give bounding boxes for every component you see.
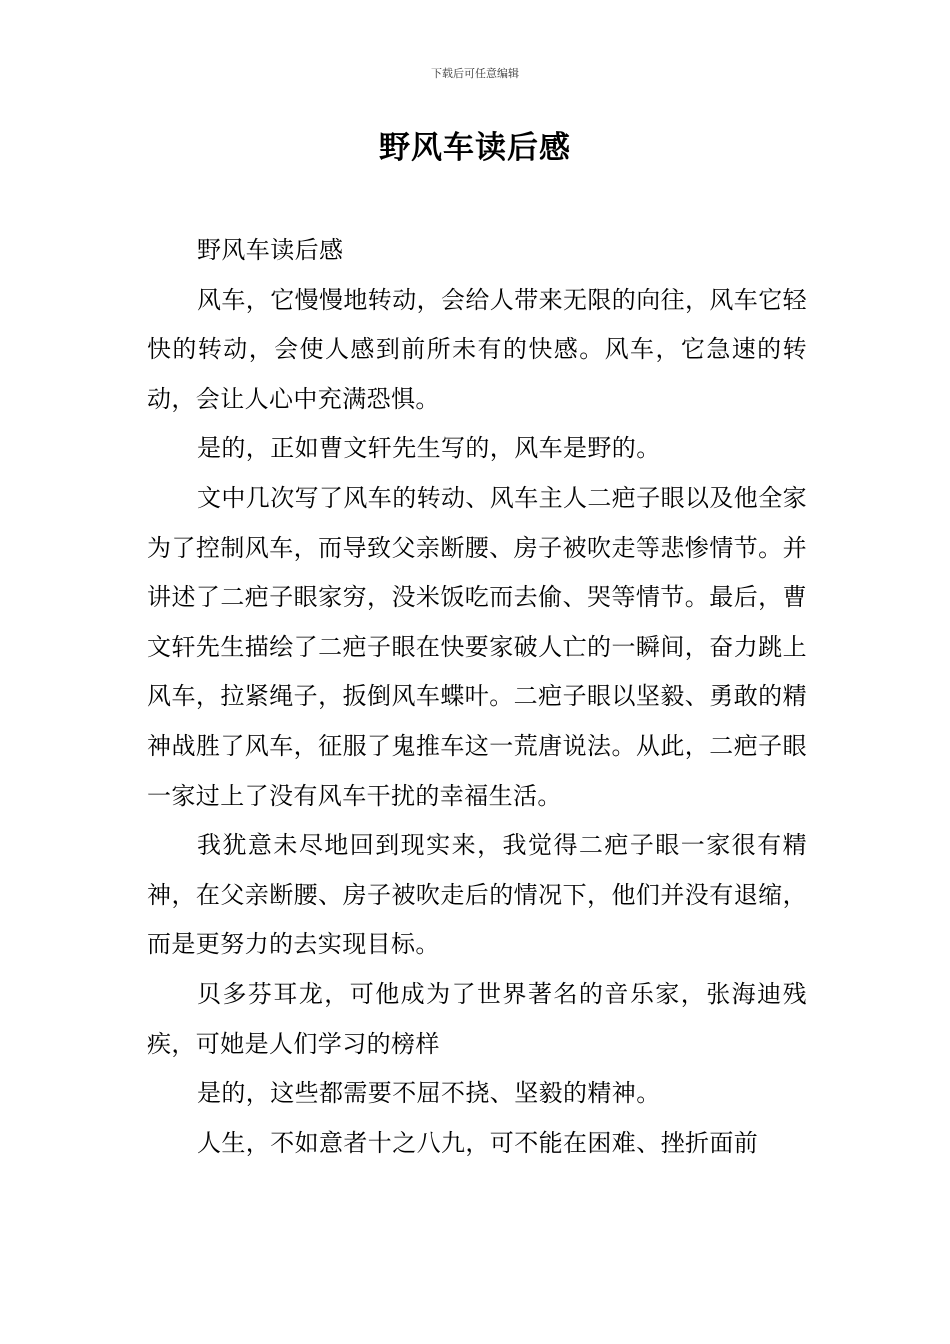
paragraph: 人生，不如意者十之八九，可不能在困难、挫折面前	[197, 1128, 759, 1157]
paragraph: 是的，这些都需要不屈不挠、坚毅的精神。	[197, 1079, 661, 1108]
paragraph: 贝多芬耳龙，可他成为了世界著名的音乐家，张海迪残疾，可她是人们学习的榜样	[147, 979, 807, 1058]
paragraph: 野风车读后感	[197, 236, 344, 264]
paragraph: 文中几次写了风车的转动、风车主人二疤子眼以及他全家为了控制风车，而导致父亲断腰、房子被吹走等悲惨情节。并讲述了二疤子眼家穷，没米饭吃而去偷、哭等情节。最后，曹文轩先生描绘了二疤子眼在快要家破人亡的一瞬间，奋力跳上风车，拉紧绳子，扳倒风车蝶叶。二疤子眼以坚毅、勇敢的精神战胜了风车，征服了鬼推车这一荒唐说法。从此，二疤子眼一家过上了没有风车干扰的幸福生活。	[147, 483, 807, 810]
document-body	[147, 226, 807, 1168]
paragraph: 我犹意未尽地回到现实来，我觉得二疤子眼一家很有精神，在父亲断腰、房子被吹走后的情况下，他们并没有退缩，而是更努力的去实现目标。	[147, 831, 807, 959]
paragraph: 是的，正如曹文轩先生写的，风车是野的。	[197, 434, 661, 463]
document-title: 野风车读后感	[379, 130, 571, 166]
paragraph: 风车，它慢慢地转动，会给人带来无限的向往，风车它轻快的转动，会使人感到前所未有的快感。风车，它急速的转动，会让人心中充满恐惧。	[147, 285, 807, 413]
header-note: 下载后可任意编辑	[431, 67, 519, 80]
